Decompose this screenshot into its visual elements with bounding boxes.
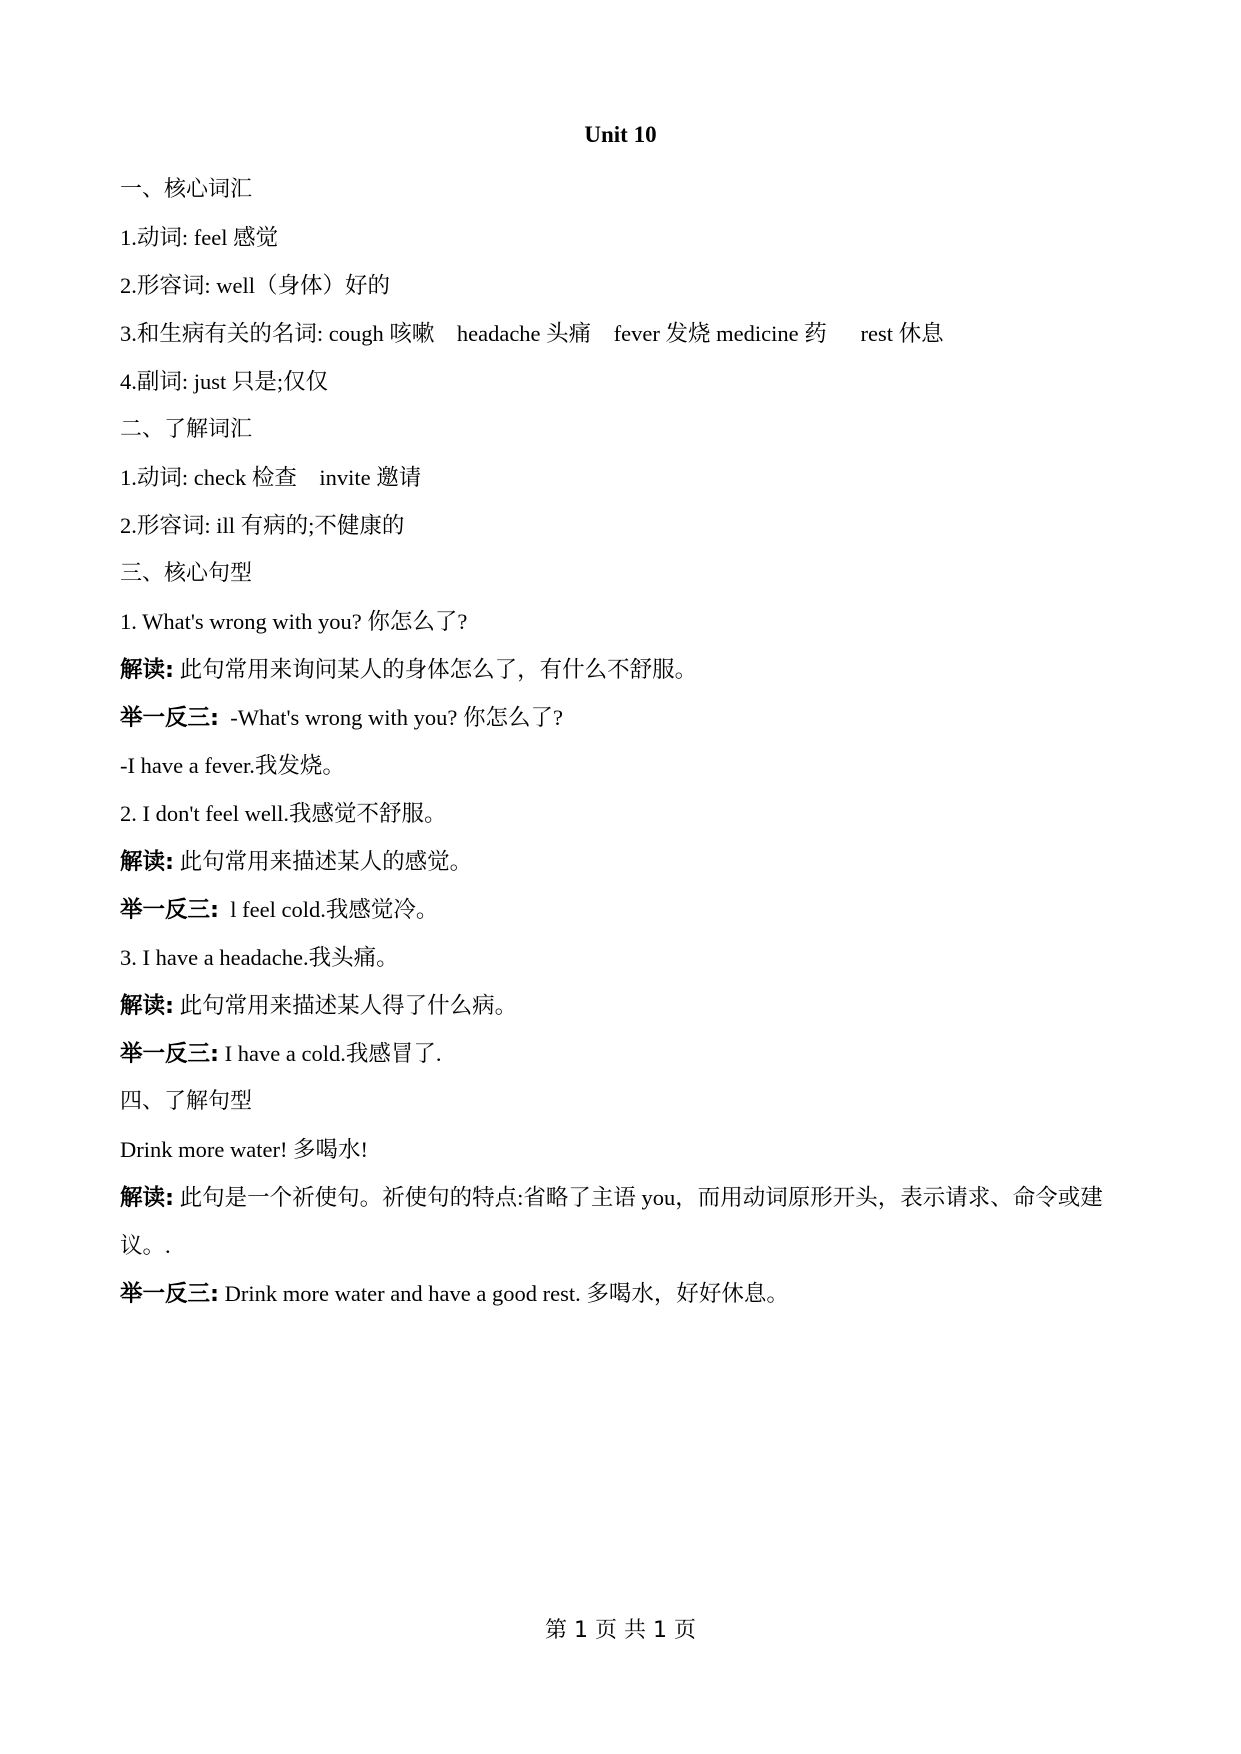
pattern-2-explain	[120, 838, 1130, 886]
extra-pattern-1-example-text: Drink more water and have a good rest. 多喝水，好好休息。	[219, 1281, 789, 1306]
core-vocab-line-2: 2.形容词: well（身体）好的	[120, 273, 390, 298]
section-heading-core-patterns: 三、核心句型	[120, 561, 253, 586]
pattern-3-example	[120, 1030, 1130, 1078]
section-heading-extra-patterns: 四、了解句型	[120, 1089, 253, 1114]
pattern-3-explain-text: 此句常用来描述某人得了什么病。	[174, 993, 518, 1018]
explain-label: 解读:	[120, 993, 174, 1019]
example-label: 举一反三:	[120, 705, 219, 731]
pattern-2-example-text: l feel cold.我感觉冷。	[219, 897, 439, 922]
pattern-2-example	[120, 886, 1130, 934]
document-body	[120, 166, 1130, 1318]
pattern-3: 3. I have a headache.我头痛。	[120, 945, 399, 970]
pattern-2: 2. I don't feel well.我感觉不舒服。	[120, 801, 447, 826]
pattern-1-example	[120, 694, 1130, 742]
section-heading-core-vocab: 一、核心词汇	[120, 177, 253, 202]
pattern-1-explain-text: 此句常用来询问某人的身体怎么了，有什么不舒服。	[174, 657, 698, 682]
page-footer: 第 1 页 共 1 页	[545, 1618, 696, 1643]
explain-label: 解读:	[120, 1185, 174, 1211]
extra-pattern-1-explain	[120, 1174, 1130, 1270]
pattern-3-explain	[120, 982, 1130, 1030]
pattern-1: 1. What's wrong with you? 你怎么了?	[120, 609, 468, 634]
pattern-2-explain-text: 此句常用来描述某人的感觉。	[174, 849, 473, 874]
pattern-1-answer: -I have a fever.我发烧。	[120, 753, 345, 778]
core-vocab-line-3: 3.和生病有关的名词: cough 咳嗽 headache 头痛 fever 发烧 medicine 药 rest 休息	[120, 321, 944, 346]
pattern-1-example-text: -What's wrong with you? 你怎么了?	[219, 705, 563, 730]
pattern-1-explain	[120, 646, 1130, 694]
explain-label: 解读:	[120, 657, 174, 683]
section-heading-extra-vocab: 二、了解词汇	[120, 417, 253, 442]
extra-vocab-line-1: 1.动词: check 检查 invite 邀请	[120, 465, 422, 490]
example-label: 举一反三:	[120, 1041, 219, 1067]
core-vocab-line-4: 4.副词: just 只是;仅仅	[120, 369, 329, 394]
extra-pattern-1-example	[120, 1270, 1130, 1318]
extra-pattern-1-explain-text: 此句是一个祈使句。祈使句的特点:省略了主语 you，而用动词原形开头，表示请求、命令或建议。.	[120, 1185, 1103, 1258]
example-label: 举一反三:	[120, 897, 219, 923]
page-title: Unit 10	[584, 122, 657, 147]
extra-pattern-1: Drink more water! 多喝水!	[120, 1137, 369, 1162]
example-label: 举一反三:	[120, 1281, 219, 1307]
extra-vocab-line-2: 2.形容词: ill 有病的;不健康的	[120, 513, 405, 538]
core-vocab-line-1: 1.动词: feel 感觉	[120, 225, 279, 250]
pattern-3-example-text: I have a cold.我感冒了.	[219, 1041, 442, 1066]
explain-label: 解读:	[120, 849, 174, 875]
